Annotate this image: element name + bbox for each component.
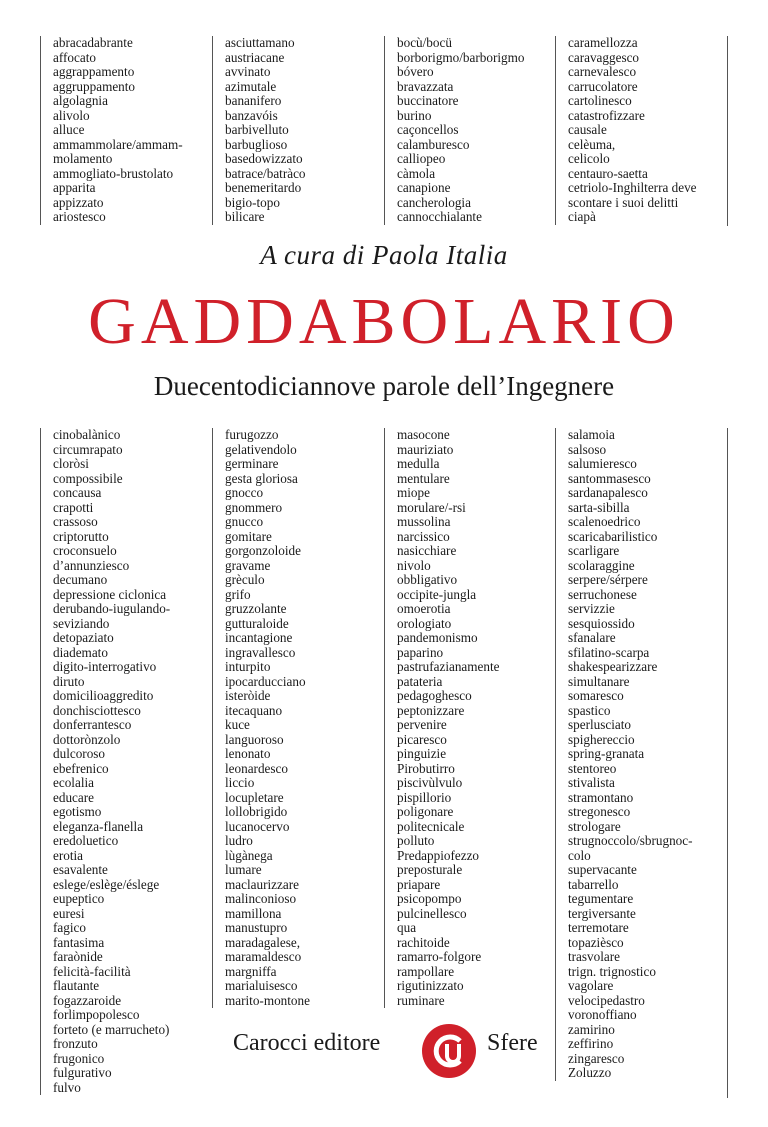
word-entry: molamento	[53, 151, 113, 166]
word-entry: velocipedastro	[568, 992, 645, 1008]
word-entry: gnucco	[225, 514, 264, 529]
word-entry: eleganza-flanella	[53, 818, 144, 834]
word-entry: forlimpopolesco	[53, 1007, 140, 1022]
word-entry: priapare	[397, 876, 441, 892]
word-entry: carrucolatore	[568, 78, 638, 94]
word-entry: gesta gloriosa	[225, 470, 298, 486]
word-entry: lùgànega	[225, 847, 273, 863]
word-entry: tabarrello	[568, 876, 619, 892]
word-entry: gorgonzoloide	[225, 543, 301, 558]
word-entry: stregonesco	[568, 804, 631, 819]
word-entry: mamillona	[225, 905, 282, 921]
book-subtitle: Duecentodiciannove parole dell’Ingegnere	[153, 371, 615, 401]
bottom-word-column-2	[212, 428, 310, 1008]
word-entry: scalenoedrico	[568, 514, 641, 529]
bottom-word-column-4	[555, 428, 693, 1081]
word-entry: rigutinizzato	[397, 978, 464, 993]
word-entry: cannocchialante	[397, 209, 482, 224]
word-entry: locupletare	[225, 789, 284, 805]
word-entry: aggrappamento	[53, 64, 135, 79]
word-entry: maramaldesco	[225, 949, 302, 964]
word-entry: poligonare	[397, 804, 454, 819]
word-entry: strologare	[568, 818, 621, 834]
word-entry: ingravallesco	[225, 644, 296, 660]
word-entry: croconsuelo	[53, 543, 117, 558]
word-entry: seviziando	[53, 615, 110, 631]
word-entry: pispillorio	[397, 789, 452, 805]
word-entry: aggruppamento	[53, 78, 136, 94]
word-entry: lenonato	[225, 746, 271, 761]
word-entry: salsoso	[568, 441, 607, 457]
word-entry: maradagalese,	[225, 934, 301, 950]
word-entry: buccinatore	[397, 93, 459, 108]
top-word-column-3	[384, 36, 524, 225]
word-entry: fantasima	[53, 934, 105, 950]
word-entry: calamburesco	[397, 136, 470, 152]
word-entry: donferrantesco	[53, 717, 132, 732]
word-entry: gnocco	[225, 485, 264, 500]
word-entry: mauriziato	[397, 441, 454, 457]
word-entry: gelativendolo	[225, 441, 297, 457]
word-entry: sarta-sibilla	[568, 499, 630, 515]
word-entry: eredoluetico	[53, 833, 119, 848]
word-entry: Predappiofezzo	[397, 847, 480, 863]
word-entry: bilicare	[225, 209, 265, 224]
word-entry: simultanare	[568, 673, 630, 689]
word-entry: mussolina	[397, 514, 451, 529]
word-entry: pastrufazianamente	[397, 659, 500, 674]
word-entry: paparino	[397, 644, 444, 660]
word-entry: peptonizzare	[397, 702, 465, 718]
word-entry: scolaraggine	[568, 557, 635, 573]
publisher-name: Carocci editore	[233, 1030, 381, 1056]
word-entry: carnevalesco	[568, 64, 637, 79]
word-entry: algolagnia	[53, 93, 108, 108]
word-entry: pinguizie	[397, 746, 447, 761]
word-entry: depressione ciclonica	[53, 586, 167, 602]
word-entry: faraònide	[53, 949, 103, 964]
word-entry: asciuttamano	[225, 35, 295, 50]
word-entry: Zoluzzo	[568, 1065, 612, 1080]
word-entry: orologiato	[397, 615, 452, 631]
word-entry: trign. trignostico	[568, 963, 656, 979]
word-entry: benemeritardo	[225, 180, 302, 195]
word-entry: crapotti	[53, 499, 94, 515]
word-entry: bananifero	[225, 93, 282, 108]
word-entry: barbuglioso	[225, 136, 288, 152]
word-entry: azimutale	[225, 78, 277, 94]
word-entry: apparita	[53, 180, 96, 195]
word-entry: fogazzaroide	[53, 992, 122, 1008]
word-entry: masocone	[397, 427, 450, 442]
word-entry: stramontano	[568, 789, 634, 805]
word-entry: salumieresco	[568, 456, 637, 471]
word-entry: ecolalia	[53, 775, 94, 790]
word-entry: ruminare	[397, 992, 445, 1008]
word-entry: felicità-facilità	[53, 963, 131, 979]
word-entry: isteròide	[225, 688, 271, 703]
top-word-column-4	[555, 36, 697, 225]
word-entry: ipocarducciano	[225, 673, 306, 689]
word-entry: cartolinesco	[568, 93, 632, 108]
word-entry: serruchonese	[568, 586, 637, 602]
editor-credit: A cura di Paola Italia	[260, 240, 508, 270]
word-entry: occipite-jungla	[397, 586, 477, 602]
word-entry: zamirino	[568, 1021, 615, 1037]
word-entry: circumrapato	[53, 441, 123, 457]
word-entry: austriacane	[225, 49, 285, 65]
word-entry: pulcinellesco	[397, 905, 467, 921]
word-entry: santommasesco	[568, 470, 651, 486]
word-entry: rampollare	[397, 963, 455, 979]
word-entry: cancherologia	[397, 194, 471, 210]
word-entry: causale	[568, 122, 607, 137]
word-entry: affocato	[53, 49, 96, 65]
top-word-column-1	[40, 36, 183, 225]
word-entry: eslege/eslège/éslege	[53, 876, 160, 892]
word-entry: ammogliato-brustolato	[53, 165, 174, 181]
word-entry: batrace/batràco	[225, 165, 306, 181]
word-entry: borborigmo/barborigmo	[397, 49, 525, 65]
word-entry: eupeptico	[53, 891, 105, 906]
word-entry: liccio	[225, 775, 255, 790]
word-entry: cinobalànico	[53, 427, 121, 442]
word-entry: narcissico	[397, 528, 450, 544]
word-entry: lollobrigido	[225, 804, 288, 819]
word-entry: marialuisesco	[225, 978, 298, 993]
word-entry: d’annunziesco	[53, 557, 130, 573]
word-entry: piscivùlvulo	[397, 775, 463, 790]
word-entry: stentoreo	[568, 760, 617, 776]
top-right-rule	[727, 36, 728, 226]
word-entry: colo	[568, 847, 591, 863]
word-entry: leonardesco	[225, 760, 288, 776]
word-entry: decumano	[53, 572, 108, 587]
top-word-column-2	[212, 36, 306, 225]
word-entry: flautante	[53, 978, 100, 993]
word-entry: canapione	[397, 180, 451, 195]
word-entry: ciapà	[568, 209, 596, 224]
word-entry: digito-interrogativo	[53, 659, 157, 674]
word-entry: donchisciottesco	[53, 702, 141, 718]
word-entry: sardanapalesco	[568, 485, 648, 500]
word-entry: bocù/bocü	[397, 35, 452, 50]
word-entry: qua	[397, 920, 417, 935]
word-entry: educare	[53, 789, 94, 805]
word-entry: abracadabrante	[53, 35, 133, 50]
word-entry: topazièsco	[568, 934, 624, 950]
word-entry: salamoia	[568, 427, 615, 442]
word-entry: cloròsi	[53, 456, 89, 471]
word-entry: diademato	[53, 644, 108, 660]
word-entry: lumare	[225, 862, 262, 877]
word-entry: euresi	[53, 905, 85, 921]
word-entry: celèuma,	[568, 136, 616, 152]
word-entry: pedagoghesco	[397, 688, 472, 703]
word-entry: lucanocervo	[225, 818, 290, 834]
word-entry: servizzie	[568, 601, 615, 616]
word-entry: spighereccio	[568, 731, 635, 747]
word-entry: languoroso	[225, 731, 284, 747]
word-entry: diruto	[53, 673, 85, 689]
word-entry: kuce	[225, 717, 250, 732]
word-entry: ebefrenico	[53, 760, 109, 776]
word-entry: celicolo	[568, 151, 610, 166]
word-entry: fulgurativo	[53, 1065, 112, 1080]
word-entry: cetriolo-Inghilterra deve	[568, 180, 697, 195]
word-entry: catastrofizzare	[568, 107, 645, 123]
word-entry: medulla	[397, 456, 440, 471]
word-entry: somaresco	[568, 688, 624, 703]
word-entry: sfanalare	[568, 630, 616, 645]
word-entry: fulvo	[53, 1079, 81, 1095]
word-entry: alivolo	[53, 107, 90, 123]
word-entry: criptorutto	[53, 528, 109, 544]
word-entry: gomitare	[225, 528, 272, 544]
book-title: GADDABOLARIO	[88, 285, 680, 358]
word-entry: picaresco	[397, 731, 447, 747]
word-entry: dulcoroso	[53, 746, 106, 761]
word-entry: furugozzo	[225, 427, 279, 442]
word-entry: avvinato	[225, 64, 271, 79]
word-entry: tergiversante	[568, 905, 636, 921]
word-entry: supervacante	[568, 862, 637, 877]
word-entry: zingaresco	[568, 1050, 625, 1066]
word-entry: spring-granata	[568, 746, 645, 761]
word-entry: pervenire	[397, 717, 447, 732]
word-entry: detopaziato	[53, 630, 114, 645]
word-entry: germinare	[225, 456, 279, 471]
word-entry: nasicchiare	[397, 543, 457, 558]
word-entry: crassoso	[53, 514, 98, 529]
word-entry: manustupro	[225, 920, 288, 935]
word-entry: bigio-topo	[225, 194, 280, 210]
word-entry: margniffa	[225, 963, 277, 979]
word-entry: tegumentare	[568, 891, 634, 906]
word-entry: serpere/sérpere	[568, 572, 648, 587]
word-entry: bóvero	[397, 64, 434, 79]
word-entry: ramarro-folgore	[397, 949, 482, 964]
word-entry: barbivelluto	[225, 122, 289, 137]
word-entry: mentulare	[397, 470, 450, 486]
word-entry: sesquiossido	[568, 615, 635, 631]
word-entry: domicilioaggredito	[53, 688, 154, 703]
word-entry: scarligare	[568, 543, 620, 558]
word-entry: dottorònzolo	[53, 731, 121, 747]
bottom-word-column-3	[384, 428, 500, 1008]
word-entry: Pirobutirro	[397, 760, 455, 776]
word-entry: itecaquano	[225, 702, 283, 718]
word-entry: strugnoccolo/sbrugnoc-	[568, 833, 693, 848]
word-entry: alluce	[53, 122, 85, 137]
word-entry: omoerotia	[397, 601, 451, 616]
word-entry: gravame	[225, 557, 271, 573]
word-entry: sperlusciato	[568, 717, 631, 732]
word-entry: concausa	[53, 485, 102, 500]
word-entry: caçoncellos	[397, 122, 459, 137]
word-entry: maclaurizzare	[225, 876, 299, 892]
word-entry: morulare/-rsi	[397, 499, 466, 515]
word-entry: incantagione	[225, 630, 293, 645]
word-entry: obbligativo	[397, 572, 458, 587]
word-entry: spastico	[568, 702, 611, 718]
word-entry: banzavóis	[225, 107, 278, 123]
word-entry: scaricabarilistico	[568, 528, 658, 544]
word-entry: gutturaloide	[225, 615, 289, 631]
word-entry: pandemonismo	[397, 630, 478, 645]
word-entry: ludro	[225, 833, 253, 848]
word-entry: grifo	[225, 586, 251, 602]
word-entry: rachitoide	[397, 934, 450, 950]
word-entry: gruzzolante	[225, 601, 287, 616]
word-entry: centauro-saetta	[568, 165, 648, 181]
word-entry: bravazzata	[397, 78, 454, 94]
word-entry: politecnicale	[397, 818, 465, 834]
word-entry: patateria	[397, 673, 443, 689]
word-entry: psicopompo	[397, 891, 462, 906]
bottom-word-column-1	[40, 428, 170, 1095]
word-entry: grèculo	[225, 572, 265, 587]
word-entry: esavalente	[53, 862, 108, 877]
word-entry: compossibile	[53, 470, 123, 486]
word-entry: sfilatino-scarpa	[568, 644, 650, 660]
word-entry: nivolo	[397, 557, 431, 573]
word-entry: voronoffiano	[568, 1007, 637, 1022]
word-entry: stivalista	[568, 775, 615, 790]
word-entry: ariostesco	[53, 209, 106, 224]
word-entry: preposturale	[397, 862, 463, 877]
word-entry: erotia	[53, 847, 84, 863]
series-name: Sfere	[487, 1030, 538, 1056]
word-entry: inturpito	[225, 659, 271, 674]
bottom-right-rule	[727, 428, 728, 1098]
word-entry: fronzuto	[53, 1036, 98, 1051]
word-entry: basedowizzato	[225, 151, 303, 166]
carocci-logo-icon	[420, 1022, 478, 1080]
word-entry: fagico	[53, 920, 86, 935]
word-entry: miope	[397, 485, 430, 500]
word-entry: vagolare	[568, 978, 614, 993]
word-entry: polluto	[397, 833, 435, 848]
word-entry: burino	[397, 107, 432, 123]
word-entry: marito-montone	[225, 992, 310, 1008]
word-entry: shakespearizzare	[568, 659, 658, 674]
word-entry: trasvolare	[568, 949, 620, 964]
word-entry: appizzato	[53, 194, 104, 210]
word-entry: zeffirino	[568, 1036, 614, 1051]
word-entry: frugonico	[53, 1050, 105, 1066]
word-entry: càmola	[397, 165, 436, 181]
word-entry: malinconioso	[225, 891, 297, 906]
word-entry: calliopeo	[397, 151, 446, 166]
word-entry: forteto (e marrucheto)	[53, 1021, 170, 1037]
word-entry: derubando-iugulando-	[53, 601, 171, 616]
word-entry: ammammolare/ammam-	[53, 136, 183, 152]
word-entry: caravaggesco	[568, 49, 640, 65]
word-entry: scontare i suoi delitti	[568, 194, 679, 210]
word-entry: egotismo	[53, 804, 102, 819]
word-entry: gnommero	[225, 499, 283, 515]
word-entry: terremotare	[568, 920, 629, 935]
word-entry: caramellozza	[568, 35, 638, 50]
